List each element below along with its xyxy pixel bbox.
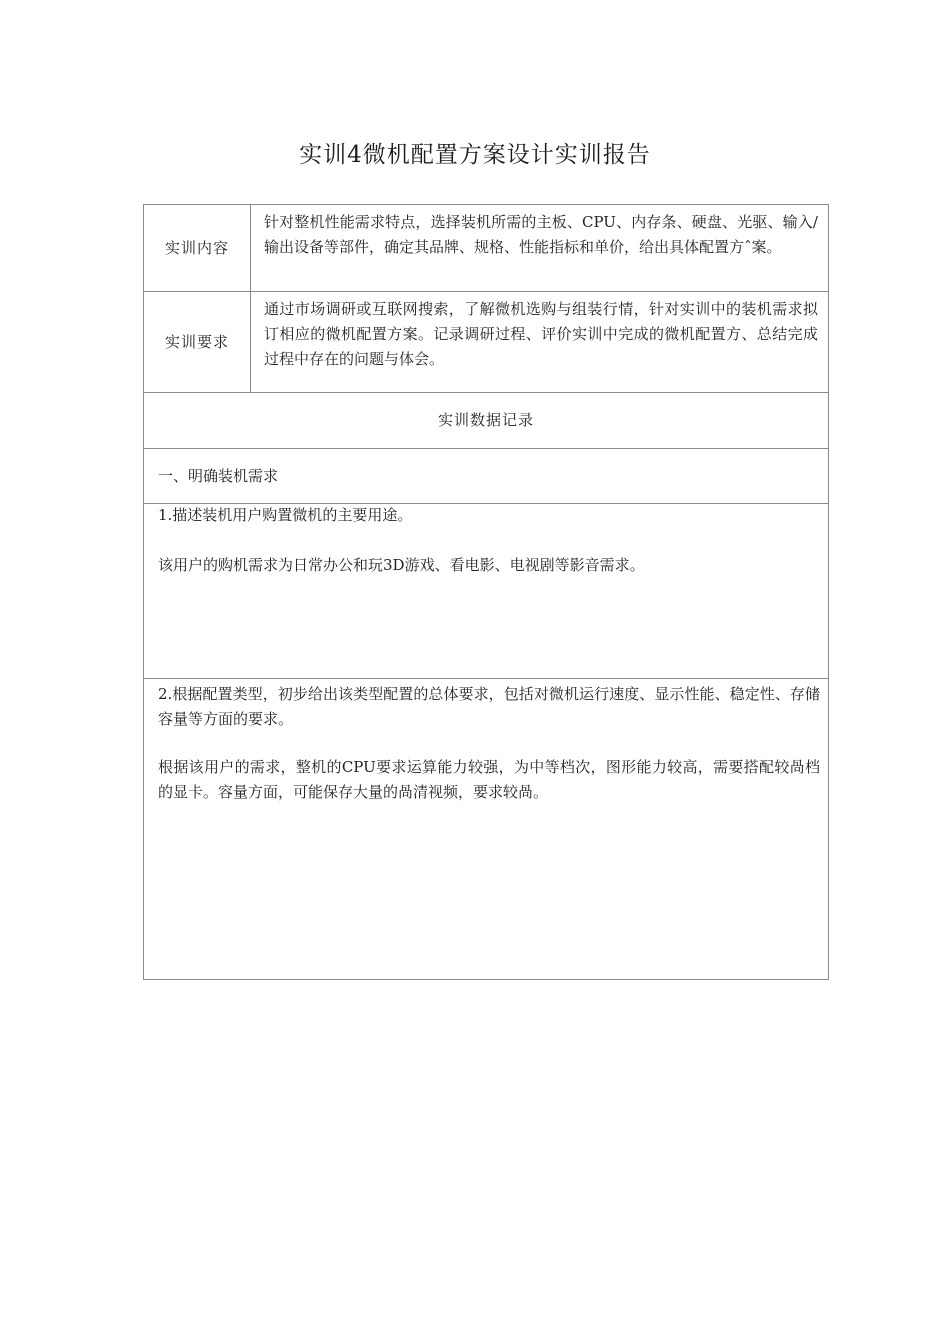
row-section-title <box>144 393 829 449</box>
row-question-1 <box>144 504 829 679</box>
answer-1-text: 该用户的购机需求为日常办公和玩3D游戏、看电影、电视剧等影音需求。 <box>158 556 645 574</box>
question-1-cell <box>144 504 829 679</box>
part1-heading: 一、明确装机需求 <box>144 449 829 504</box>
answer-2-text: 根据该用户的需求，整机的CPU要求运算能力较强，为中等档次，图形能力较高，需要搭配较咼档的显卡。容量方面，可能保存大量的咼清视频，要求较咼。 <box>158 758 820 801</box>
document-title: 实训4微机配置方案设计实训报告 <box>299 142 651 168</box>
text-training-content: 针对整机性能需求特点，选择装机所需的主板、CPU、内存条、硬盘、光驱、输入/输出设备等部件，确定其品牌、规格、性能指标和单价，给出具体配置方ˆ案。 <box>251 205 829 292</box>
label-training-content: 实训内容 <box>144 205 251 292</box>
question-2-text: 2.根据配置类型，初步给出该类型配置的总体要求，包括对微机运行速度、显示性能、稳定性、存储容量等方面的要求。 <box>158 685 820 728</box>
row-part1-heading <box>144 449 829 504</box>
row-training-requirement <box>144 292 829 393</box>
row-question-2 <box>144 679 829 980</box>
text-training-requirement: 通过市场调研或互联网搜索，了解微机选购与组装行情，针对实训中的装机需求拟订相应的微机配置方案。记录调研过程、评价实训中完成的微机配置方、总结完成过程中存在的问题与体会。 <box>251 292 829 393</box>
section-title: 实训数据记录 <box>144 393 829 449</box>
question-2-cell <box>144 679 829 980</box>
report-table <box>143 204 829 980</box>
label-training-requirement: 实训要求 <box>144 292 251 393</box>
row-training-content <box>144 205 829 292</box>
question-1-text: 1.描述装机用户购置微机的主要用途。 <box>158 506 413 524</box>
